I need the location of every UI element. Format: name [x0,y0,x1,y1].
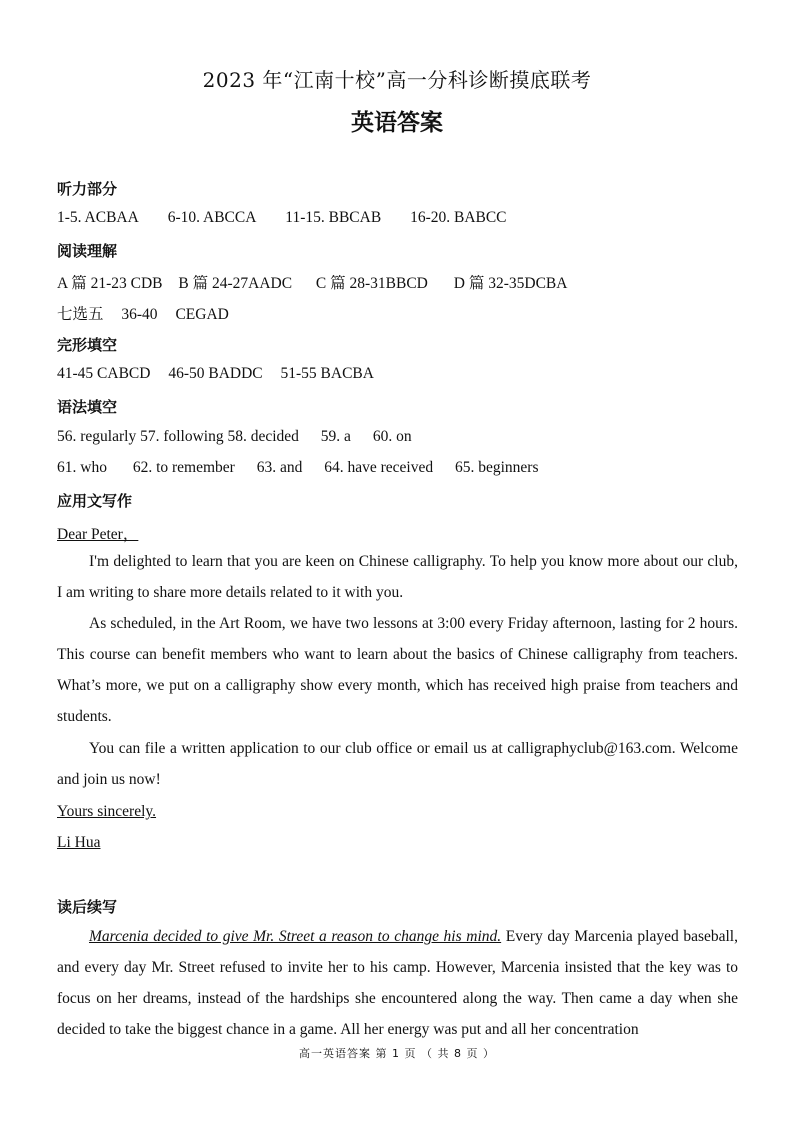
grammar-answers-row-2 [57,459,539,477]
continuation-lead-sentence: Marcenia decided to give Mr. Street a reason to change his mind. [89,928,502,945]
page-title: 2023 年“江南十校”高一分科诊断摸底联考 [202,68,592,92]
answer-group: 46-50 BADDC [168,365,263,382]
section-label: 七选五 [57,306,104,323]
answer-group: 6-10. ABCCA [167,209,257,226]
answer-group: 51-55 BACBA [280,365,374,382]
answer-group: 60. on [372,428,412,445]
answer-group: 63. and [256,459,303,476]
answer-group: CEGAD [175,306,229,323]
page-subtitle: 英语答案 [351,110,443,136]
letter-salutation: Dear Peter， [57,526,139,543]
letter-paragraph: As scheduled, in the Art Room, we have two lessons at 3:00 every Friday afternoon, lasting for 2 hours. This course can benefit members who want to learn about the basics of Chinese calligraphy from teachers. What’s more, we put on a calligraphy show every month, which has received high praise from teachers and students. [57,615,738,725]
grammar-answers-row-1 [57,428,412,446]
continuation-text: Every day Marcenia played baseball, and every day Mr. Street refused to invite her to his camp. However, Marcenia insisted that the key was to focus on her dreams, instead of the hardships she encountered along the way. Then came a day when she decided to take the biggest chance in a game. All her energy was put and all her concentration [57,928,738,1038]
answer-group: 16-20. BABCC [410,209,507,226]
continuation-paragraph [57,921,738,1045]
answer-group: 65. beginners [454,459,539,476]
seven-choose-five-answers [57,302,229,324]
page-footer: 高一英语答案 第 1 页 （ 共 8 页 ） [299,1047,495,1060]
cloze-answers [57,365,374,383]
writing-heading: 应用文写作 [57,492,133,510]
answer-group: C 篇 28-31BBCD [315,275,428,292]
reading-heading: 阅读理解 [57,242,118,260]
grammar-heading: 语法填空 [57,398,118,416]
listening-heading: 听力部分 [57,180,118,198]
letter-signature: Li Hua [57,834,101,851]
answer-group: A 篇 21-23 CDB [57,275,163,292]
answer-group: 1-5. ACBAA [57,209,139,226]
answer-group: 64. have received [324,459,434,476]
letter-closing: Yours sincerely. [57,803,157,820]
answer-group: 41-45 CABCD [57,365,151,382]
listening-answers [57,209,507,227]
letter-paragraph: I'm delighted to learn that you are keen on Chinese calligraphy. To help you know more about our club, I am writing to share more details related to it with you. [57,553,738,601]
continuation-heading: 读后续写 [57,898,118,916]
cloze-heading: 完形填空 [57,336,118,354]
answer-range: 36-40 [121,306,158,323]
answer-group: D 篇 32-35DCBA [453,275,568,292]
letter-paragraph: You can file a written application to our club office or email us at calligraphyclub@163.com. Welcome and join us now! [57,740,738,788]
answer-group: 62. to remember [132,459,235,476]
answer-group: 61. who [57,459,107,476]
answer-group: B 篇 24-27AADC [178,275,293,292]
answer-group: 56. regularly 57. following 58. decided [57,428,299,445]
reading-answers [57,271,567,293]
answer-group: 59. a [320,428,351,445]
answer-group: 11-15. BBCAB [285,209,382,226]
